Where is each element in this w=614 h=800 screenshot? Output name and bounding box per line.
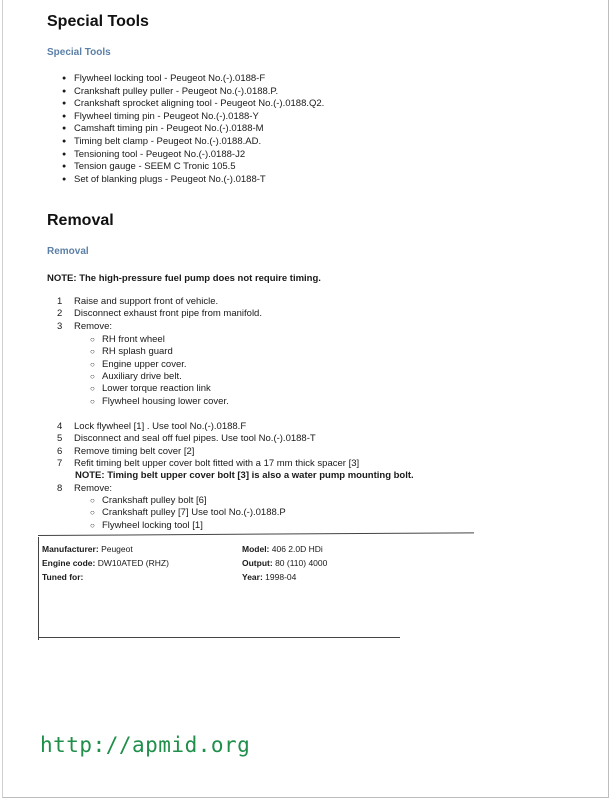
manufacturer-field: Manufacturer: Peugeot [42, 544, 133, 554]
special-tools-subtitle: Special Tools [47, 47, 111, 58]
special-tools-list [62, 73, 324, 186]
step-item: 2 Disconnect exhaust front pipe from manifold. [57, 308, 262, 319]
step7-note: NOTE: Timing belt upper cover bolt [3] is also a water pump mounting bolt. [75, 470, 414, 481]
removal-title: Removal [47, 212, 114, 229]
substep-item: ○ Crankshaft pulley bolt [6] [90, 495, 207, 506]
step-item: 7 Refit timing belt upper cover bolt fitted with a 17 mm thick spacer [3] [57, 458, 360, 469]
list-item: ● Tensioning tool - Peugeot No.(-).0188-J2 [62, 149, 324, 162]
info-box-bottom-border [38, 637, 400, 638]
output-field: Output: 80 (110) 4000 [242, 558, 328, 568]
substep-item: ○ Auxiliary drive belt. [90, 371, 182, 382]
step-item: 3 Remove: [57, 321, 113, 332]
list-item: ● Crankshaft pulley puller - Peugeot No.(-).0188.P. [62, 86, 324, 99]
step-item: 5 Disconnect and seal off fuel pipes. Use tool No.(-).0188-T [57, 433, 316, 444]
substep-item: ○ RH front wheel [90, 334, 165, 345]
tuned-for-field: Tuned for: [42, 572, 84, 582]
list-item: ● Crankshaft sprocket aligning tool - Peugeot No.(-).0188.Q2. [62, 98, 324, 111]
substep-item: ○ Engine upper cover. [90, 359, 187, 370]
substep-item: ○ Lower torque reaction link [90, 383, 211, 394]
step-item: 4 Lock flywheel [1] . Use tool No.(-).0188.F [57, 421, 247, 432]
list-item: ● Tension gauge - SEEM C Tronic 105.5 [62, 161, 324, 174]
model-field: Model: 406 2.0D HDi [242, 544, 323, 554]
removal-subtitle: Removal [47, 246, 89, 257]
special-tools-title: Special Tools [47, 13, 149, 30]
substep-item: ○ Crankshaft pulley [7] Use tool No.(-).0188.P [90, 507, 286, 518]
substep-item: ○ Flywheel locking tool [1] [90, 520, 203, 531]
watermark-url: http://apmid.org [40, 733, 251, 757]
list-item: ● Set of blanking plugs - Peugeot No.(-).0188-T [62, 174, 324, 187]
list-item: ● Flywheel timing pin - Peugeot No.(-).0188-Y [62, 111, 324, 124]
year-field: Year: 1998-04 [242, 572, 297, 582]
info-box-left-border [38, 537, 39, 640]
step-item: 1 Raise and support front of vehicle. [57, 296, 219, 307]
substep-item: ○ Flywheel housing lower cover. [90, 396, 229, 407]
engine-code-field: Engine code: DW10ATED (RHZ) [42, 558, 169, 568]
removal-note: NOTE: The high-pressure fuel pump does not require timing. [47, 273, 321, 284]
step-item: 6 Remove timing belt cover [2] [57, 446, 195, 457]
list-item: ● Timing belt clamp - Peugeot No.(-).0188.AD. [62, 136, 324, 149]
substep-item: ○ RH splash guard [90, 346, 173, 357]
list-item: ● Camshaft timing pin - Peugeot No.(-).0188-M [62, 123, 324, 136]
step-item: 8 Remove: [57, 483, 113, 494]
list-item: ● Flywheel locking tool - Peugeot No.(-).0188-F [62, 73, 324, 86]
